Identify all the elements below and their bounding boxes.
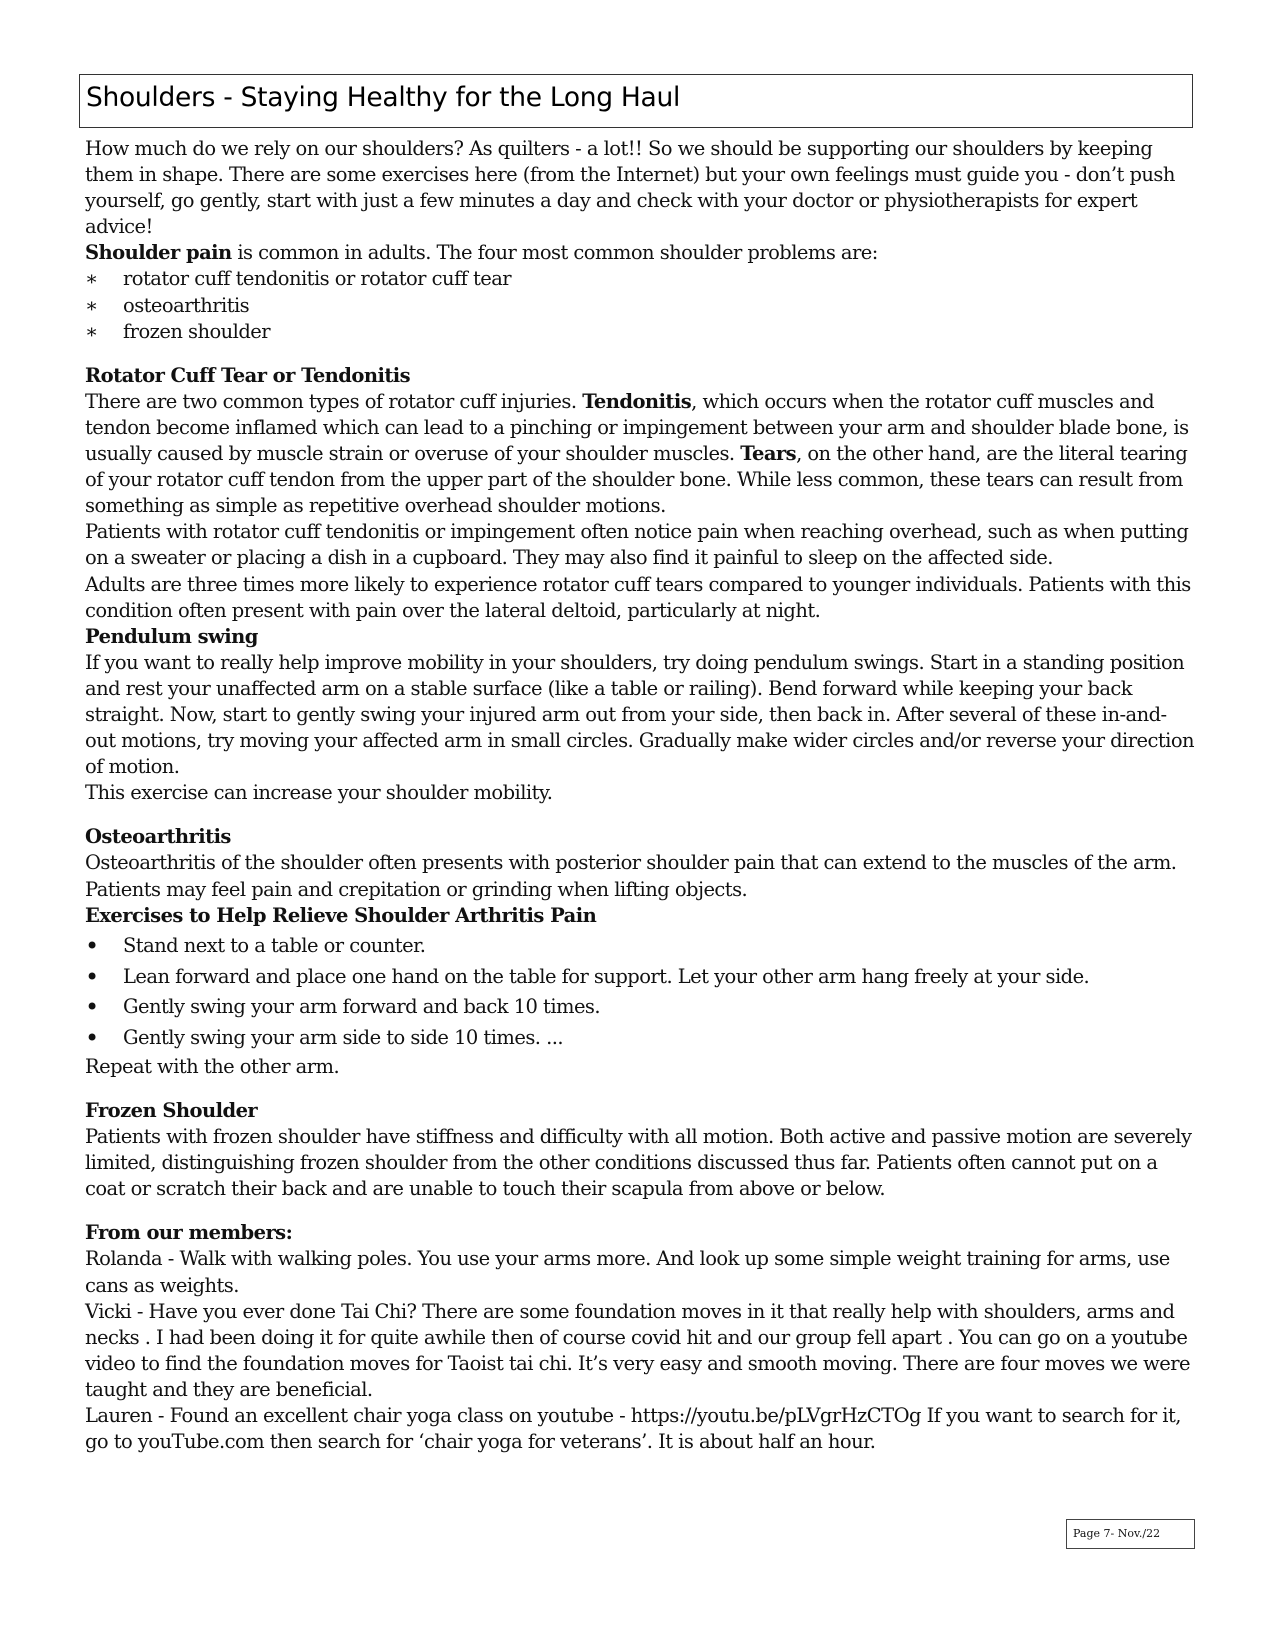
spacer <box>85 1080 1195 1098</box>
article-body <box>85 136 1195 1455</box>
section-heading-rotator: Rotator Cuff Tear or Tendonitis <box>85 363 411 387</box>
repeat-line: Repeat with the other arm. <box>85 1054 340 1078</box>
pendulum-paragraph-2: This exercise can increase your shoulder mobility. <box>85 781 553 805</box>
section-heading-pendulum: Pendulum swing <box>85 624 258 648</box>
list-item: • Lean forward and place one hand on the table for support. Let your other arm hang freely at your side. <box>85 962 1195 993</box>
shoulder-pain-text: is common in adults. The four most common shoulder problems are: <box>231 241 878 265</box>
list-item: • Gently swing your arm forward and back 10 times. <box>85 992 1195 1023</box>
page-number-box: Page 7- Nov./22 <box>1066 1519 1195 1549</box>
rotator-text: , on the other hand, are the literal tearing of your rotator cuff tendon from the upper part of the shoulder bone. While less common, these tears can result from something as simple as repetitive overhead shoulder motions. <box>85 442 1188 518</box>
spacer <box>85 345 1195 363</box>
member-comment-rolanda: Rolanda - Walk with walking poles. You use your arms more. And look up some simple weight training for arms, use cans as weights. <box>85 1247 1170 1297</box>
osteoarthritis-paragraph: Osteoarthritis of the shoulder often presents with posterior shoulder pain that can extend to the muscles of the arm. Patients may feel pain and crepitation or grinding when lifting objects. <box>85 851 1177 901</box>
frozen-paragraph: Patients with frozen shoulder have stiffness and difficulty with all motion. Both active and passive motion are severely limited, distinguishing frozen shoulder from the other conditions discussed thus far. Patients often cannot put on a coat or scratch their back and are unable to touch their scapula from above or below. <box>85 1125 1192 1201</box>
rotator-text: , which occurs when the rotator cuff muscles and tendon become inflamed which can lead to a pinching or impingement between your arm and shoulder blade bone, is usually caused by muscle strain or overuse of your shoulder muscles. <box>85 389 1189 466</box>
list-item: ∗ osteoarthritis <box>85 293 1195 319</box>
list-item: ∗ rotator cuff tendonitis or rotator cuff tear <box>85 266 1195 292</box>
subheading-exercises: Exercises to Help Relieve Shoulder Arthritis Pain <box>85 903 597 927</box>
intro-paragraph: How much do we rely on our shoulders? As quilters - a lot!! So we should be supporting our shoulders by keeping them in shape. There are some exercises here (from the Internet) but your own feelings must guide you - don’t push yourself, go gently, start with just a few minutes a day and check with your doctor or physiotherapists for expert advice! <box>85 137 1175 239</box>
member-comment-lauren: Lauren - Found an excellent chair yoga class on youtube - https://youtu.be/pLVgrHzCTOg If you want to search for it, go to youTube.com then search for ‘chair yoga for veterans’. It is about half an hour. <box>85 1404 1181 1454</box>
tears-term: Tears <box>740 442 797 466</box>
spacer <box>85 806 1195 824</box>
title-box <box>79 74 1193 128</box>
problems-list <box>85 266 1195 344</box>
rotator-paragraph-1 <box>85 389 1195 519</box>
list-item: ∗ frozen shoulder <box>85 319 1195 345</box>
spacer <box>85 1202 1195 1220</box>
rotator-paragraph-2: Patients with rotator cuff tendonitis or impingement often notice pain when reaching overhead, such as when putting on a sweater or placing a dish in a cupboard. They may also find it painful to sleep on the affected side. <box>85 520 1189 570</box>
section-heading-osteoarthritis: Osteoarthritis <box>85 825 231 849</box>
section-heading-frozen: Frozen Shoulder <box>85 1099 258 1122</box>
list-item: • Gently swing your arm side to side 10 times. ... <box>85 1023 1195 1054</box>
page-title: Shoulders - Staying Healthy for the Long Haul <box>86 82 681 113</box>
tendonitis-term: Tendonitis <box>582 389 692 413</box>
member-comment-vicki: Vicki - Have you ever done Tai Chi? There are some foundation moves in it that really help with shoulders, arms and necks . I had been doing it for quite awhile then of course covid hit and our group fell apart . You can go on a youtube video to find the foundation moves for Taoist tai chi. It’s very easy and smooth moving. There are four moves we were taught and they are beneficial. <box>85 1299 1191 1401</box>
section-heading-members: From our members: <box>85 1221 293 1245</box>
pendulum-paragraph-1: If you want to really help improve mobility in your shoulders, try doing pendulum swings. Start in a standing position and rest your unaffected arm on a stable surface (like a table or railing). Bend forward while keeping your back straight. Now, start to gently swing your injured arm out from your side, then back in. After several of these in-and-out motions, try moving your affected arm in small circles. Gradually make wider circles and/or reverse your direction of motion. <box>85 650 1195 779</box>
shoulder-pain-term: Shoulder pain <box>85 241 232 265</box>
rotator-paragraph-3: Adults are three times more likely to experience rotator cuff tears compared to younger individuals. Patients with this condition often present with pain over the lateral deltoid, particularly at night. <box>85 572 1191 622</box>
list-item: • Stand next to a table or counter. <box>85 931 1195 962</box>
rotator-text: There are two common types of rotator cuff injuries. <box>85 389 583 413</box>
shoulder-pain-paragraph <box>85 240 1195 266</box>
exercise-steps-list <box>85 931 1195 1054</box>
